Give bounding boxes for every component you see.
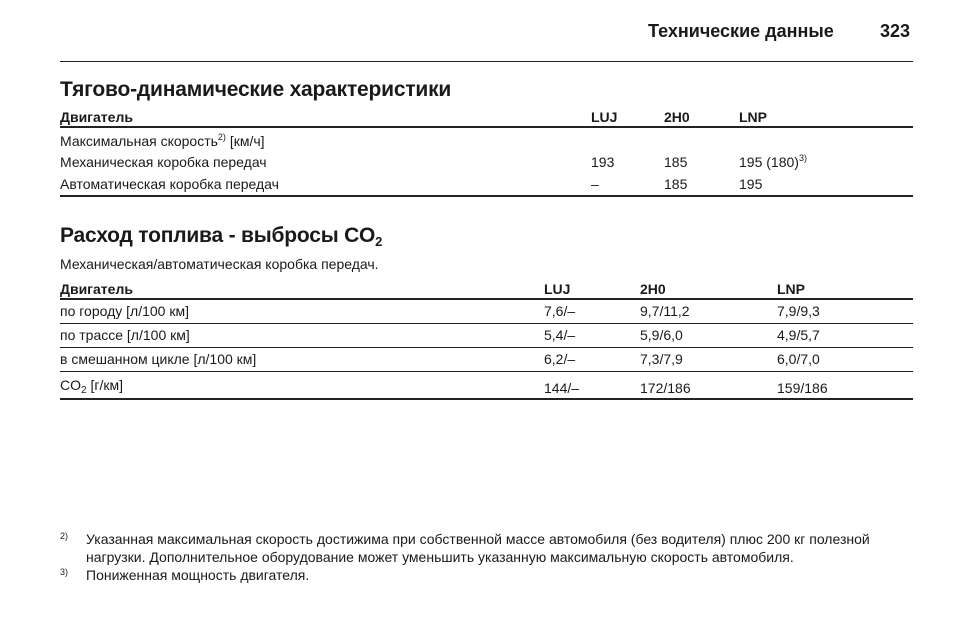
cell-lnp (739, 150, 913, 173)
fuel-title-subscript: 2 (375, 234, 383, 249)
cell-luj: 5,4/– (544, 323, 640, 347)
row-label (60, 371, 544, 399)
column-header-2h0: 2H0 (640, 279, 777, 299)
performance-table (60, 107, 913, 197)
footnote-ref: 3) (798, 152, 807, 163)
table-row (60, 150, 913, 173)
footnote (60, 530, 920, 566)
cell-2h0: 7,3/7,9 (640, 347, 777, 371)
cell-2h0: 185 (664, 173, 739, 196)
table-row (60, 299, 913, 323)
footnote-text: Пониженная мощность двигателя. (86, 567, 310, 583)
cell-lnp-value: 195 (180) (739, 153, 799, 170)
cell-luj: 193 (591, 153, 615, 170)
footnote-ref: 2) (217, 131, 226, 142)
co2-unit: [г/км] (86, 376, 123, 393)
row-label: Механическая коробка передач (60, 153, 267, 170)
header-title: Технические данные (648, 21, 834, 41)
fuel-title-text: Расход топлива - выбросы CO (60, 224, 376, 247)
cell-2h0: 185 (664, 153, 688, 170)
table-row (60, 323, 913, 347)
table-header-row (60, 107, 913, 127)
row-label: в смешанном цикле [л/100 км] (60, 347, 544, 371)
column-header-luj: LUJ (591, 107, 664, 127)
footnote (60, 566, 920, 584)
table-row (60, 127, 913, 150)
row-label: Автоматическая коробка передач (60, 173, 591, 196)
column-header-engine: Двигатель (60, 279, 544, 299)
column-header-2h0: 2H0 (664, 107, 739, 127)
cell-2h0: 172/186 (640, 371, 777, 399)
max-speed-heading (60, 127, 913, 150)
cell-lnp: 195 (739, 173, 913, 196)
fuel-section-title (60, 224, 382, 248)
column-header-luj: LUJ (544, 279, 640, 299)
table-header-row (60, 279, 913, 299)
page-number: 323 (880, 21, 911, 41)
footnote-text: Указанная максимальная скорость достижима при собственной массе автомобиля (без водителя) плюс 200 кг полезной нагрузки. Дополнительное оборудование может уменьшить указанную максимальную скорость автомобиля. (86, 531, 870, 565)
row-label: по городу [л/100 км] (60, 299, 544, 323)
cell-lnp: 159/186 (777, 371, 913, 399)
max-speed-unit: [км/ч] (229, 132, 265, 149)
cell-2h0: 9,7/11,2 (640, 299, 777, 323)
footnotes (60, 530, 920, 584)
performance-section-title (60, 78, 451, 102)
column-header-engine: Двигатель (60, 107, 591, 127)
cell-luj: – (591, 173, 664, 196)
performance-title-text: Тягово-динамические характеристики (60, 78, 452, 101)
cell-luj: 144/– (544, 371, 640, 399)
footnote-mark: 3) (60, 567, 69, 577)
fuel-table (60, 279, 913, 400)
cell-lnp: 7,9/9,3 (777, 299, 913, 323)
cell-luj: 7,6/– (544, 299, 640, 323)
cell-lnp: 6,0/7,0 (777, 347, 913, 371)
cell-2h0: 5,9/6,0 (640, 323, 777, 347)
column-header-lnp: LNP (777, 279, 913, 299)
header-divider (60, 61, 913, 62)
table-row (60, 347, 913, 371)
table-row (60, 173, 913, 196)
fuel-subtitle: Механическая/автоматическая коробка передач. (60, 256, 379, 272)
max-speed-label: Максимальная скорость (60, 132, 218, 149)
row-label: по трассе [л/100 км] (60, 323, 544, 347)
table-row (60, 371, 913, 399)
cell-lnp: 4,9/5,7 (777, 323, 913, 347)
co2-subscript: 2 (81, 384, 87, 396)
co2-label: CO (60, 376, 81, 393)
cell-luj: 6,2/– (544, 347, 640, 371)
column-header-lnp: LNP (739, 107, 913, 127)
footnote-mark: 2) (60, 531, 69, 541)
